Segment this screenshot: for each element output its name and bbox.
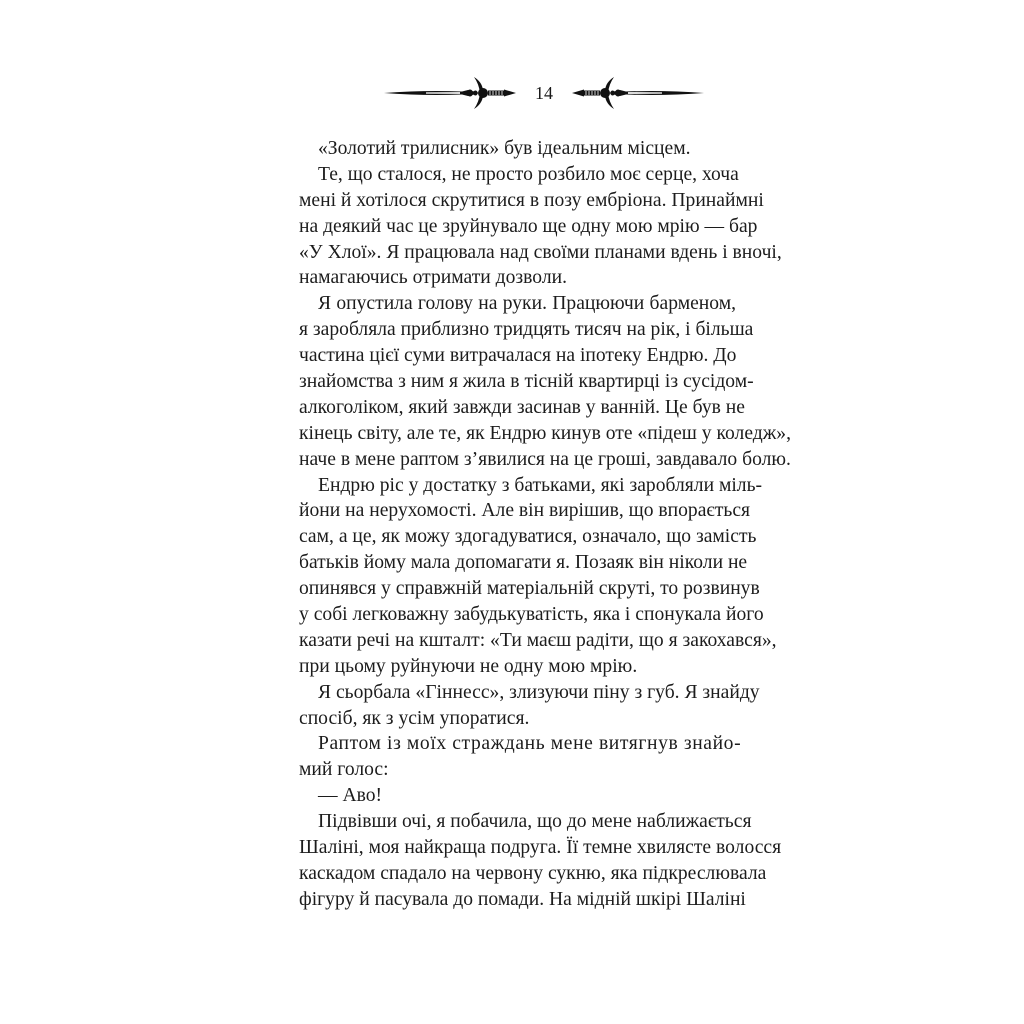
text-line: при цьому руйнуючи не одну мою мрію. xyxy=(299,655,638,677)
text-line: казати речі на кшталт: «Ти маєш радіти, що я закохався», xyxy=(299,629,777,651)
text-line: у собі легковажну забудькуватість, яка і спонукала його xyxy=(299,604,764,626)
page-number: 14 xyxy=(535,83,553,103)
text-line: спосіб, як з усім упоратися. xyxy=(299,707,530,729)
text-line: Я сьорбала «Гіннесс», злизуючи піну з губ. Я знайду xyxy=(318,681,760,703)
dialogue-line: — Аво! xyxy=(318,785,383,807)
text-line: Підвівши очі, я побачила, що до мене наближається xyxy=(318,811,752,833)
text-line: сам, а це, як можу здогадуватися, означало, що замість xyxy=(299,526,757,548)
text-line: Шаліні, моя найкраща подруга. Її темне хвилясте волосся xyxy=(299,837,782,859)
page-body-text xyxy=(299,136,791,913)
paragraph xyxy=(299,136,736,162)
paragraph xyxy=(299,680,760,732)
text-line: частина цієї суми витрачалася на іпотеку Ендрю. До xyxy=(299,345,737,367)
paragraph xyxy=(299,162,782,291)
text-line: Те, що сталося, не просто розбило моє серце, хоча xyxy=(318,163,739,185)
text-line: Раптом із моїх страждань мене витягнув знайо- xyxy=(318,733,742,755)
text-line: на деякий час це зруйнувало ще одну мою мрію — бар xyxy=(299,215,758,237)
text-line: Ендрю ріс у достатку з батьками, які заробляли міль- xyxy=(318,474,763,496)
text-line: «Золотий трилисник» був ідеальним місцем. xyxy=(318,138,691,159)
text-line: каскадом спадало на червону сукню, яка підкреслювала xyxy=(299,862,767,884)
text-line: опинявся у справжній матеріальній скруті, то розвинув xyxy=(299,578,760,600)
text-line: йони на нерухомості. Але він вирішив, що впорається xyxy=(299,500,751,522)
paragraph xyxy=(299,291,791,472)
text-line: мені й хотілося скрутитися в позу ембріона. Принаймні xyxy=(299,189,764,211)
sword-ornament-left-icon xyxy=(384,76,516,110)
text-line: батьків йому мала допомагати я. Позаяк він ніколи не xyxy=(299,552,748,574)
paragraph xyxy=(299,809,782,913)
text-line: фігуру й пасувала до помади. На мідній шкірі Шаліні xyxy=(299,888,746,910)
text-line: намагаючись отримати дозволи. xyxy=(299,267,567,289)
text-line: наче в мене раптом з’явилися на це гроші, завдавало болю. xyxy=(299,448,791,470)
paragraph xyxy=(299,783,736,809)
text-line: я заробляла приблизно тридцять тисяч на рік, і більша xyxy=(299,319,754,341)
text-line: знайомства з ним я жила в тісній квартирці із сусідом- xyxy=(299,371,754,393)
text-line: мий голос: xyxy=(299,759,389,781)
text-line: Я опустила голову на руки. Працюючи барменом, xyxy=(318,293,736,315)
text-line: кінець світу, але те, як Ендрю кинув оте «підеш у коледж», xyxy=(299,422,791,444)
sword-ornament-right-icon xyxy=(572,76,704,110)
text-line: алкоголіком, який завжди засинав у ванній. Це був не xyxy=(299,396,745,418)
paragraph xyxy=(299,731,742,783)
text-line: «У Хлої». Я працювала над своїми планами вдень і вночі, xyxy=(299,241,782,263)
paragraph xyxy=(299,473,777,680)
page-header xyxy=(384,76,704,110)
